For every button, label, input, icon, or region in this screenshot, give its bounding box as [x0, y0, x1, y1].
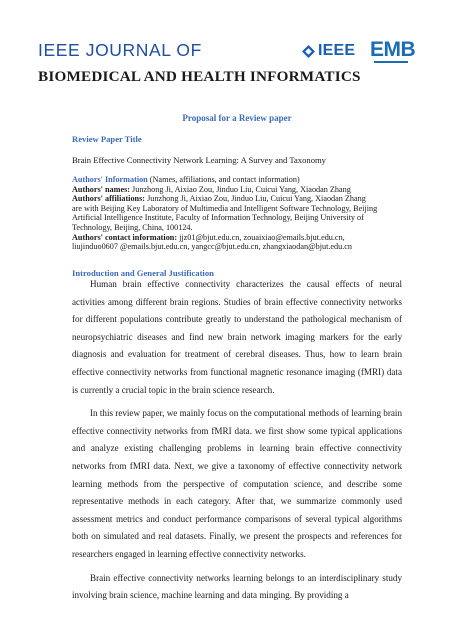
ieee-logo-text: IEEE	[318, 42, 356, 59]
body-paragraph-1: Human brain effective connectivity characterizes the causal effects of neural activities among different brain regions. Studies of brain effective connectivity networks for different populations contribute greatly to understand the pathological mechanism of neuropsychiatric diseases and find new brain network imaging markers for the early diagnosis and evaluation for treatment of cerebral diseases. Thus, how to learn brain effective connectivity networks from functional magnetic resonance imaging (fMRI) data is currently a crucial topic in the brain science research.	[72, 279, 402, 395]
authors-affiliations-line2: are with Beijing Key Laboratory of Multimedia and Intelligent Software Technology, Beijing	[72, 203, 378, 213]
journal-title-line1: IEEE JOURNAL OF	[38, 40, 202, 60]
authors-affiliations-line3: Artificial Intelligence Institute, Faculty of Information Technology, Beijing University of	[72, 213, 364, 223]
authors-affiliations-line4: Technology, Beijing, China, 100124.	[72, 222, 193, 232]
authors-contact-line1: jjz01@bjut.edu.cn, zouaixiao@emails.bjut.edu.cn,	[179, 232, 345, 242]
authors-affiliations-line1: Junzhong Ji, Aixiao Zou, Jinduo Liu, Cuicui Yang, Xiaodan Zhang	[147, 194, 366, 204]
review-paper-title-label: Review Paper Title	[72, 134, 142, 144]
authors-contact-label: Authors' contact information:	[72, 232, 178, 242]
intro-heading: Introduction and General Justification	[72, 268, 214, 278]
emb-logo-text: EMB	[370, 38, 416, 61]
body-paragraph-3: Brain effective connectivity networks learning belongs to an interdisciplinary study involving brain science, machine learning and data minging. By providing a	[72, 572, 402, 601]
emb-logo-underline	[374, 61, 408, 63]
authors-information	[72, 175, 412, 252]
proposal-heading: Proposal for a Review paper	[182, 113, 292, 123]
authors-affiliations-label: Authors' affiliations:	[72, 194, 146, 204]
authors-info-heading: Authors' Information	[72, 175, 148, 184]
ieee-diamond-icon	[302, 45, 315, 58]
ieee-logo	[302, 40, 360, 62]
body-paragraph-2: In this review paper, we mainly focus on the computational methods of learning brain effective connectivity networks from fMRI data. we first show some typical applications and analyze existing challenging problems in learning brain effective connectivity networks from fMRI data. Next, we give a taxonomy of effective connectivity network learning methods from the perspective of computation science, and describe some representative methods in each category. After that, we summarize commonly used assessment metrics and conduct performance comparisons of several typical algorithms both on simulated and real datasets. Finally, we present the prospects and references for researchers engaged in learning effective connectivity networks.	[72, 408, 402, 559]
authors-info-note: (Names, affiliations, and contact information)	[149, 175, 300, 184]
body-text	[72, 276, 402, 611]
journal-title-line2: BIOMEDICAL AND HEALTH INFORMATICS	[38, 68, 361, 85]
authors-names-value: Junzhong Ji, Aixiao Zou, Jinduo Liu, Cuicui Yang, Xiaodan Zhang	[132, 184, 351, 194]
emb-logo	[370, 38, 436, 66]
paper-title: Brain Effective Connectivity Network Learning: A Survey and Taxonomy	[72, 155, 326, 165]
authors-names-label: Authors' names:	[72, 184, 130, 194]
authors-contact-line2: liujinduo0607 @emails.bjut.edu.cn, yangcc@bjut.edu.cn, zhangxiaodan@bjut.edu.cn	[72, 242, 353, 252]
